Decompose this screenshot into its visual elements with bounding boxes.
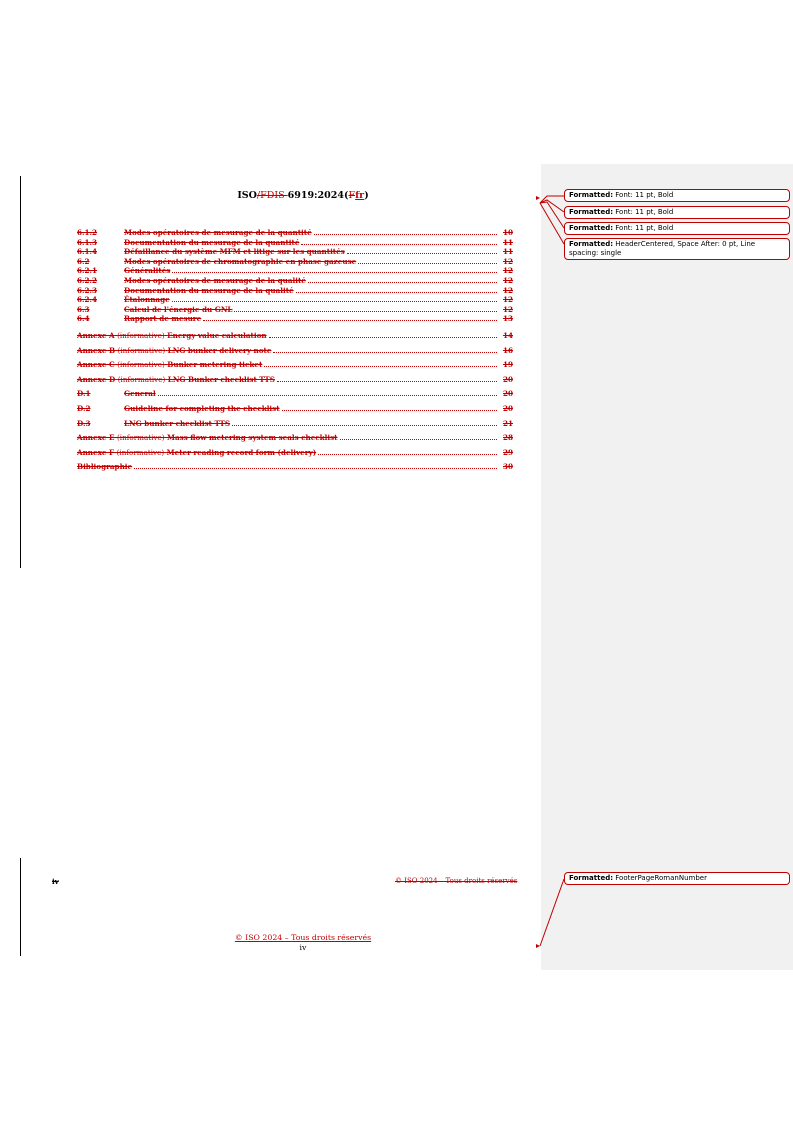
- footer-old-page-number: iv: [52, 877, 59, 886]
- comment-label: Formatted:: [569, 208, 614, 216]
- toc-annex-informative: (informative): [117, 374, 166, 384]
- toc-entry-title: Mass flow metering system seals checklist: [167, 433, 338, 443]
- toc-entry[interactable]: [77, 266, 513, 276]
- toc-entry-title: Défaillance du système MFM et litige sur les quantités: [124, 247, 345, 257]
- toc-leader: [277, 375, 497, 382]
- toc-entry-page: 11: [502, 247, 513, 257]
- toc-annex-heading: [77, 375, 275, 385]
- toc-leader: [172, 295, 497, 302]
- toc-entry-number: 6.1.4: [77, 247, 98, 257]
- toc-entry-number: 6.3: [77, 304, 90, 314]
- toc-annex-label: Annexe D: [77, 374, 116, 384]
- toc-entry-page: 16: [502, 345, 513, 355]
- footer-page-number: iv: [299, 943, 307, 952]
- toc-annex-heading: [77, 346, 271, 356]
- toc-entry[interactable]: [77, 286, 513, 296]
- toc-entry[interactable]: [77, 247, 513, 257]
- toc-entry-title: LNG bunker checklist TTS: [124, 418, 231, 428]
- toc-entry[interactable]: [77, 228, 513, 238]
- toc-entry-number: 6.1.3: [77, 237, 98, 247]
- toc-entry-page: 29: [502, 447, 513, 457]
- toc-entry[interactable]: [77, 314, 513, 324]
- comment-label: Formatted:: [569, 191, 614, 199]
- toc-entry-number: D.3: [77, 418, 91, 428]
- toc-annex-informative: (informative): [116, 447, 165, 457]
- comment-label: Formatted:: [569, 224, 614, 232]
- header-prefix: ISO: [237, 190, 257, 201]
- toc-entry-page: 12: [502, 295, 513, 305]
- toc-entry-title: General: [124, 389, 156, 399]
- toc-entry[interactable]: [77, 257, 513, 267]
- toc-leader: [269, 331, 497, 338]
- toc-entry[interactable]: [77, 404, 513, 414]
- toc-entry-title: Généralités: [124, 266, 171, 276]
- toc-leader: [203, 314, 497, 321]
- toc-leader: [314, 228, 497, 235]
- toc-entry-page: 19: [502, 360, 513, 370]
- toc-entry-number: 6.2.4: [77, 295, 98, 305]
- comment-text: FooterPageRomanNumber: [613, 874, 707, 882]
- toc-entry-page: 12: [502, 275, 513, 285]
- toc-leader: [347, 247, 497, 254]
- toc-entry-number: 6.2: [77, 256, 90, 266]
- toc-annex-label: Annexe B: [77, 345, 116, 355]
- connector-marker: [536, 196, 540, 200]
- comment-text: Font: 11 pt, Bold: [613, 224, 674, 232]
- header-number: 6919:2024(: [287, 190, 349, 201]
- comment-text: Font: 11 pt, Bold: [613, 208, 674, 216]
- comment-balloon[interactable]: [564, 222, 790, 235]
- toc-entry-number: 6.4: [77, 314, 90, 324]
- toc-entry-number: 6.1.2: [77, 228, 98, 237]
- toc-entry[interactable]: [77, 433, 513, 443]
- toc-leader: [158, 389, 497, 396]
- toc-entry-page: 14: [502, 330, 513, 340]
- toc-bibliography-title: Bibliographie: [77, 462, 133, 472]
- toc-entry-number: D.2: [77, 403, 91, 413]
- toc-leader: [318, 448, 497, 455]
- toc-entry-number: 6.2.2: [77, 275, 98, 285]
- toc-annex-heading: [77, 448, 316, 458]
- toc-leader: [308, 276, 497, 283]
- toc-entry-page: 13: [502, 314, 513, 324]
- comment-margin-panel: [541, 164, 793, 970]
- comment-text: Font: 11 pt, Bold: [613, 191, 674, 199]
- comment-balloon[interactable]: [564, 189, 790, 202]
- toc-entry-page: 12: [502, 256, 513, 266]
- toc-entry-title: Documentation du mesurage de la quantité: [124, 237, 300, 247]
- toc-annex-label: Annexe A: [77, 330, 115, 340]
- toc-entry-title: LNG Bunker checklist TTS: [167, 374, 275, 384]
- toc-bibliography-page: 30: [502, 462, 513, 472]
- toc-entry-title: Guideline for completing the checklist: [124, 403, 280, 413]
- toc-annex-informative: (informative): [116, 433, 165, 443]
- table-of-contents: [77, 228, 513, 472]
- comment-label: Formatted:: [569, 874, 614, 882]
- toc-entry-number: 6.2.3: [77, 285, 98, 295]
- header-suffix: ): [364, 190, 369, 201]
- change-bar-top: [20, 176, 21, 568]
- toc-leader: [232, 419, 497, 426]
- toc-annex-informative: (informative): [117, 330, 165, 340]
- toc-leader: [234, 305, 497, 312]
- toc-entry[interactable]: [77, 305, 513, 315]
- toc-entry-page: 21: [502, 418, 513, 428]
- toc-entry-number: 6.2.1: [77, 266, 98, 276]
- toc-entry-title: Étalonnage: [124, 295, 170, 305]
- toc-leader: [264, 360, 497, 367]
- toc-leader: [301, 238, 497, 245]
- toc-entry-title: Modes opératoires de mesurage de la qualité: [124, 275, 306, 285]
- comment-text: HeaderCentered, Space After: 0 pt, Line spacing: single: [569, 240, 756, 257]
- toc-entry-page: 20: [502, 389, 513, 399]
- toc-entry-title: Meter reading record form (delivery): [166, 447, 317, 457]
- toc-entry[interactable]: [77, 346, 513, 356]
- toc-entry[interactable]: [77, 419, 513, 429]
- toc-entry[interactable]: [77, 375, 513, 385]
- toc-entry-page: 12: [502, 266, 513, 276]
- toc-entry[interactable]: [77, 276, 513, 286]
- toc-leader: [358, 257, 497, 264]
- toc-entry[interactable]: [77, 448, 513, 458]
- header-inserted-lang: fr: [355, 190, 365, 201]
- toc-entry-title: Bunker metering ticket: [167, 360, 263, 370]
- toc-annex-informative: (informative): [117, 360, 165, 370]
- toc-entry[interactable]: [77, 389, 513, 399]
- comment-label: Formatted:: [569, 240, 614, 248]
- toc-entry-title: Energy value calculation: [167, 330, 267, 340]
- toc-leader: [340, 433, 498, 440]
- toc-entry-page: 12: [502, 285, 513, 295]
- toc-leader: [273, 346, 497, 353]
- header-deleted-fdis: /FDIS: [256, 190, 288, 201]
- toc-entry-page: 11: [502, 237, 513, 247]
- toc-annex-label: Annexe C: [77, 360, 115, 370]
- toc-annex-heading: [77, 360, 262, 370]
- toc-annex-heading: [77, 433, 338, 443]
- toc-annex-informative: (informative): [117, 345, 166, 355]
- page-header: [80, 190, 526, 201]
- toc-entry[interactable]: [77, 295, 513, 305]
- header-deleted-lang: F: [348, 190, 356, 201]
- change-bar-bottom: [20, 858, 21, 956]
- comment-balloon[interactable]: [564, 238, 790, 260]
- toc-entry-title: Documentation du mesurage de la qualité: [124, 285, 294, 295]
- toc-annex-heading: [77, 331, 267, 341]
- toc-entry[interactable]: [77, 360, 513, 370]
- toc-leader: [282, 404, 497, 411]
- toc-entry-title: Modes opératoires de mesurage de la quantité: [124, 228, 312, 237]
- toc-entry[interactable]: [77, 331, 513, 341]
- toc-entry-title: Modes opératoires de chromatographie en phase gazeuse: [124, 256, 357, 266]
- toc-annex-label: Annexe E: [77, 433, 115, 443]
- connector-marker: [536, 944, 540, 948]
- toc-entry[interactable]: [77, 238, 513, 248]
- toc-annex-label: Annexe F: [77, 447, 115, 457]
- footer-old-copyright: © ISO 2024 – Tous droits réservés: [395, 877, 518, 885]
- toc-entry-title: Rapport de mesure: [124, 314, 202, 324]
- toc-entry-title: Calcul de l'énergie du GNL: [124, 304, 233, 314]
- toc-leader: [134, 462, 497, 469]
- comment-balloon[interactable]: [564, 206, 790, 219]
- comment-balloon[interactable]: [564, 872, 790, 885]
- toc-entry-page: 20: [502, 403, 513, 413]
- page-footer: [80, 933, 526, 953]
- toc-entry-page: 12: [502, 304, 513, 314]
- toc-entry-page: 28: [502, 433, 513, 443]
- toc-entry-title: LNG bunker delivery note: [167, 345, 272, 355]
- toc-leader: [296, 286, 497, 293]
- toc-leader: [172, 266, 497, 273]
- toc-entry-page: 20: [502, 374, 513, 384]
- toc-entry-number: D.1: [77, 389, 91, 399]
- toc-bibliography[interactable]: [77, 462, 513, 472]
- footer-copyright: © ISO 2024 – Tous droits réservés: [234, 933, 372, 942]
- toc-entry-page: 10: [502, 228, 513, 237]
